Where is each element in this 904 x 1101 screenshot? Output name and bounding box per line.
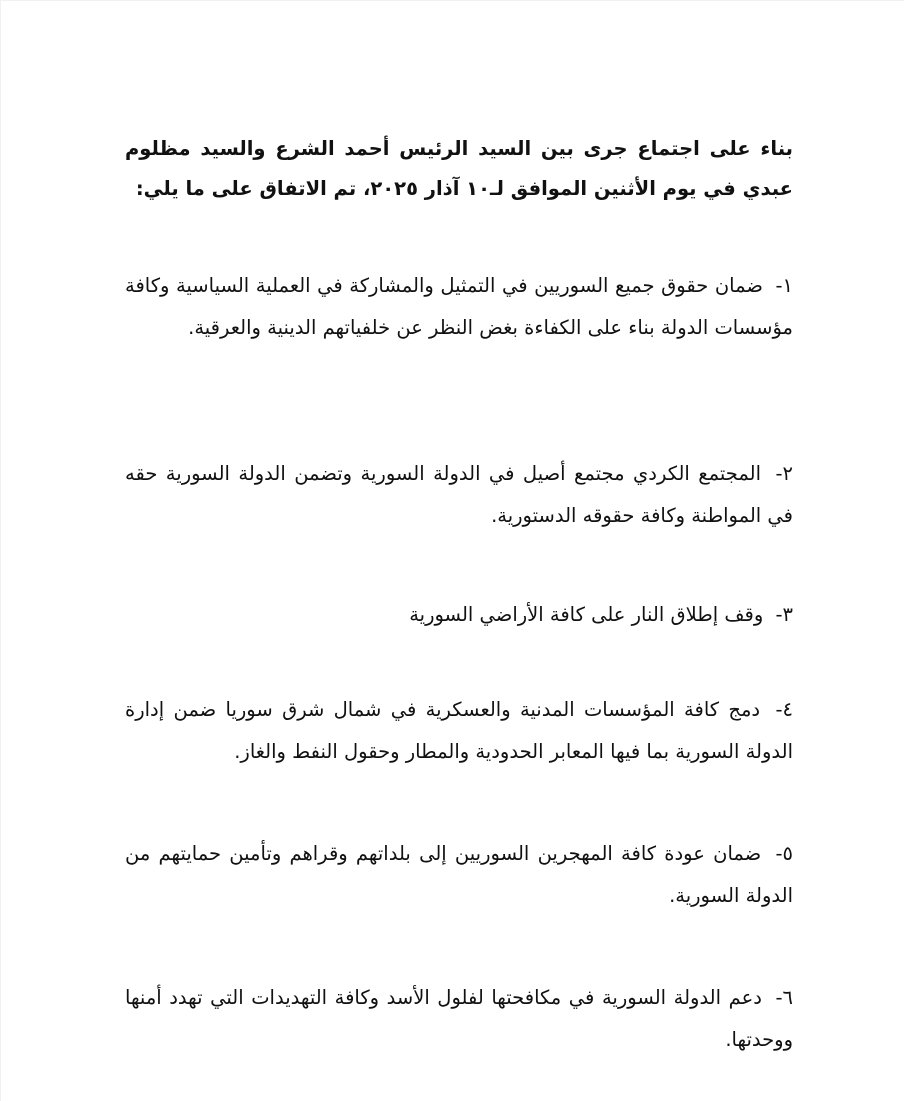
clause-number: ٤- [775, 698, 793, 721]
clause-text: دمج كافة المؤسسات المدنية والعسكرية في شمال شرق سوريا ضمن إدارة الدولة السورية بما فيها المعابر الحدودية والمطار وحقول النفط والغاز. [125, 698, 793, 763]
clause-2 [125, 453, 793, 537]
clause-text: ضمان حقوق جميع السوريين في التمثيل والمشاركة في العملية السياسية وكافة مؤسسات الدولة بناء على الكفاءة بغض النظر عن خلفياتهم الدينية والعرقية. [125, 274, 793, 339]
clause-number: ٦- [775, 986, 793, 1009]
clause-3 [125, 594, 793, 636]
clause-number: ٣- [775, 603, 793, 626]
clause-1 [125, 265, 793, 349]
agreement-intro: بناء على اجتماع جرى بين السيد الرئيس أحمد الشرع والسيد مظلوم عبدي في يوم الأثنين الموافق لـ١٠ آذار ٢٠٢٥، تم الاتفاق على ما يلي: [125, 137, 793, 200]
clause-text: وقف إطلاق النار على كافة الأراضي السورية [409, 603, 764, 626]
clause-number: ٥- [775, 842, 794, 865]
clause-number: ١- [775, 274, 793, 297]
clause-text: دعم الدولة السورية في مكافحتها لفلول الأسد وكافة التهديدات التي تهدد أمنها ووحدتها. [125, 986, 793, 1051]
clause-number: ٢- [775, 462, 793, 485]
clause-6 [125, 977, 793, 1061]
clause-4 [125, 689, 793, 773]
clause-5 [125, 833, 793, 917]
clause-text: ضمان عودة كافة المهجرين السوريين إلى بلداتهم وقراهم وتأمين حمايتهم من الدولة السورية. [125, 842, 793, 907]
clause-text: المجتمع الكردي مجتمع أصيل في الدولة السورية وتضمن الدولة السورية حقه في المواطنة وكافة حقوقه الدستورية. [125, 462, 793, 527]
